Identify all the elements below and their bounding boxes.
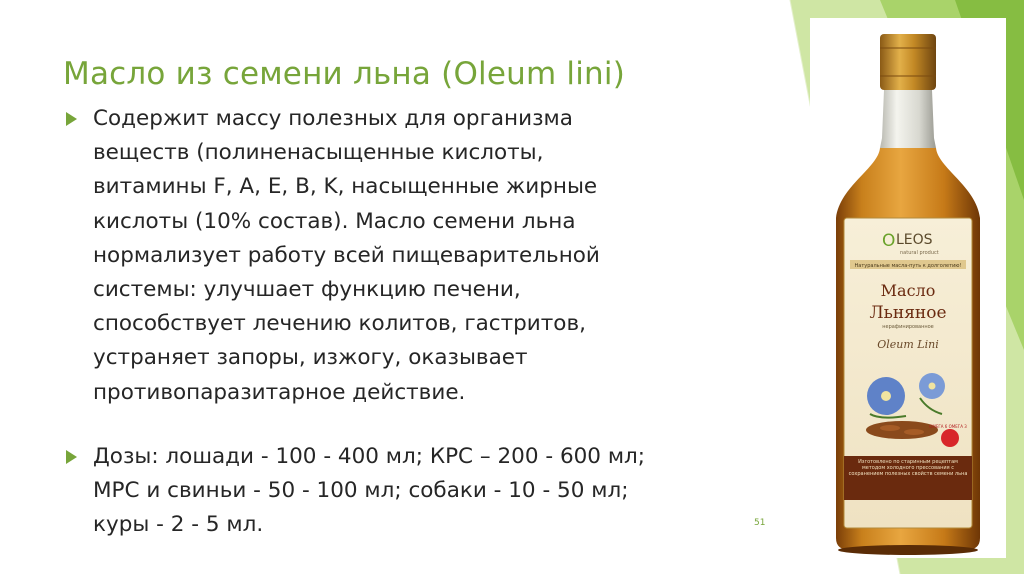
bottle-neck	[880, 90, 936, 148]
oil-bottle-image	[810, 18, 1006, 558]
label-name-note: нерафинированное	[882, 324, 934, 330]
label-tagline: Натуральные масла-путь к долголетию!	[854, 263, 962, 269]
label-brand-initial: O	[882, 231, 896, 251]
bullet-arrow-icon	[66, 450, 77, 464]
label-name-line1: Масло	[880, 281, 936, 300]
bullet-arrow-icon	[66, 112, 77, 126]
page-number: 51	[754, 518, 766, 528]
label-latin-name: Oleum Lini	[877, 338, 939, 351]
label-omega: ОМЕГА 6 ОМЕГА 3	[929, 424, 967, 429]
bottle-cap	[880, 34, 936, 90]
label-name-line2: Льняное	[869, 303, 947, 323]
omega-heart-icon	[941, 429, 959, 447]
bullet-text: Дозы: лошади - 100 - 400 мл; КРС – 200 - 600 мл; МРС и свиньи - 50 - 100 мл; собаки - 10 - 50 мл; куры - 2 - 5 мл.	[93, 444, 646, 538]
product-photo	[810, 18, 1006, 558]
label-brand-subtitle: natural product	[900, 250, 939, 256]
slide-title: Масло из семени льна (Oleum lini)	[63, 56, 626, 92]
label-bottom-text: Изготовлено по старинным рецептам методом холодного прессования с сохранением полезных свойств семени льна	[848, 459, 968, 477]
label-brand: LEOS	[896, 232, 933, 248]
bullet-text: Содержит массу полезных для организма веществ (полиненасыщенные кислоты, витамины F, A, E, B, K, насыщенные жирные кислоты (10% состав). Масло семени льна нормализует работу всей пищеварительной системы: улучшает функцию печени, способствует лечению колитов, гастритов, устраняет запоры, изжогу, оказывает противопаразитарное действие.	[93, 106, 600, 405]
